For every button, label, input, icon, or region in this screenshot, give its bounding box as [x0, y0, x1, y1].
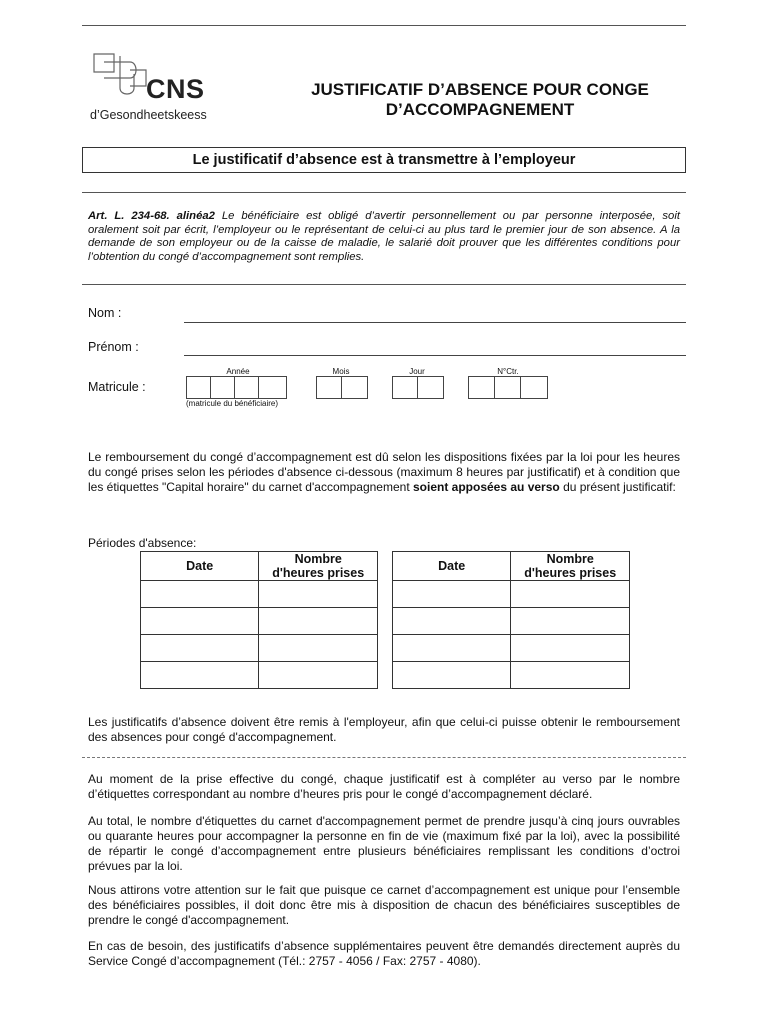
table-row	[393, 608, 630, 635]
date-cell[interactable]	[393, 662, 511, 689]
date-cell[interactable]	[393, 581, 511, 608]
date-cell[interactable]	[393, 635, 511, 662]
note-p4: En cas de besoin, des justificatifs d’absence supplémentaires peuvent être demandés directement auprès du Service Congé d’accompagnement (Tél.: 2757 - 4056 / Fax: 2757 - 4080).	[88, 939, 680, 968]
table-row	[141, 635, 378, 662]
hours-cell[interactable]	[511, 581, 630, 608]
date-cell[interactable]	[393, 608, 511, 635]
periods-label: Périodes d'absence:	[88, 536, 197, 550]
table-row	[141, 608, 378, 635]
col-hours: Nombre d'heures prises	[259, 552, 378, 581]
submit-note: Les justificatifs d’absence doivent être remis à l'employeur, afin que celui-ci puisse obtenir le remboursement des absences pour congé d'accompagnement.	[88, 715, 680, 744]
nom-field[interactable]	[184, 322, 686, 323]
nctr-label: N°Ctr.	[497, 367, 519, 376]
date-cell[interactable]	[141, 662, 259, 689]
col-date: Date	[141, 552, 259, 581]
date-cell[interactable]	[141, 581, 259, 608]
jour-label: Jour	[409, 367, 425, 376]
hours-cell[interactable]	[259, 662, 378, 689]
rule-after-banner	[82, 192, 686, 193]
note-p3: Nous attirons votre attention sur le fait que puisque ce carnet d’accompagnement est unique pour l’ensemble des bénéficiaires possibles, il doit donc être mis à disposition de chacun des bénéficiaires susceptibles de prendre le congé d'accompagnement.	[88, 883, 680, 927]
table-row	[141, 662, 378, 689]
title-line-1: JUSTIFICATIF D’ABSENCE POUR CONGE	[311, 80, 649, 99]
note-p1: Au moment de la prise effective du congé, chaque justificatif est à compléter au verso par le nombre d’étiquettes correspondant au nombre d’heures pris pour le congé d’accompagnement déclaré.	[88, 772, 680, 801]
table-row	[393, 635, 630, 662]
nom-label: Nom :	[88, 306, 122, 320]
article-ref: Art. L. 234-68. alinéa2	[88, 210, 215, 222]
banner: Le justificatif d’absence est à transmettre à l’employeur	[82, 147, 686, 173]
mois-boxes[interactable]	[316, 376, 368, 399]
hours-cell[interactable]	[259, 635, 378, 662]
nctr-boxes[interactable]	[468, 376, 548, 399]
matricule-hint: (matricule du bénéficiaire)	[186, 399, 279, 408]
prenom-label: Prénom :	[88, 340, 139, 354]
article-text: Le bénéficiaire est obligé d’avertir personnellement ou par personne interposée, soit oralement soit par écrit, l’employeur ou le représentant de celui-ci au plus tard le premier jour de son absence. A la demande de son employeur ou de la caisse de maladie, le salarié doit prouver que les différentes conditions pour l’obtention du congé d’accompagnement sont remplies.	[88, 210, 680, 263]
jour-boxes[interactable]	[392, 376, 444, 399]
top-rule	[82, 25, 686, 26]
logo-brand: CNS	[146, 74, 205, 104]
date-cell[interactable]	[141, 608, 259, 635]
table-row	[141, 581, 378, 608]
table-row	[393, 581, 630, 608]
mois-label: Mois	[332, 367, 350, 376]
cns-logo-mark-icon	[90, 52, 150, 102]
article-paragraph	[88, 210, 680, 264]
note-p2: Au total, le nombre d'étiquettes du carnet d'accompagnement permet de prendre jusqu’à cinq jours ouvrables ou quarante heures pour accompagner la personne en fin de vie (maximum fixé par la loi), avec la possibilité de répartir le congé d’accompagnement entre plusieurs bénéficiaires remplissant les conditions d’octroi prévues par la loi.	[88, 814, 680, 873]
reimbursement-bold: soient apposées au verso	[413, 480, 560, 494]
hours-cell[interactable]	[511, 608, 630, 635]
matricule-label: Matricule :	[88, 380, 146, 394]
reimbursement-text-end: du présent justificatif:	[559, 480, 676, 494]
title-line-2: D’ACCOMPAGNEMENT	[385, 100, 575, 119]
date-cell[interactable]	[141, 635, 259, 662]
rule-after-article	[82, 284, 686, 285]
annee-label: Année	[226, 367, 250, 376]
hours-cell[interactable]	[259, 581, 378, 608]
prenom-field[interactable]	[184, 355, 686, 356]
col-date: Date	[393, 552, 511, 581]
reimbursement-paragraph	[88, 450, 680, 495]
col-hours: Nombre d'heures prises	[511, 552, 630, 581]
periods-table-left	[140, 551, 378, 689]
periods-table-right	[392, 551, 630, 689]
logo-subtitle: d’Gesondheetskeess	[90, 108, 207, 122]
page-title	[260, 80, 700, 120]
annee-boxes[interactable]	[186, 376, 287, 399]
cns-logo	[90, 52, 230, 124]
hours-cell[interactable]	[511, 662, 630, 689]
table-row	[393, 662, 630, 689]
hours-cell[interactable]	[511, 635, 630, 662]
dashed-rule	[82, 757, 686, 758]
hours-cell[interactable]	[259, 608, 378, 635]
reimbursement-text: Le remboursement du congé d’accompagnement est dû selon les dispositions fixées par la loi pour les heures du congé prises selon les périodes d'absence ci-dessous (maximum 8 heures par justificatif) et à condition que les étiquettes "Capital horaire" du carnet d'accompagnement	[88, 450, 680, 494]
